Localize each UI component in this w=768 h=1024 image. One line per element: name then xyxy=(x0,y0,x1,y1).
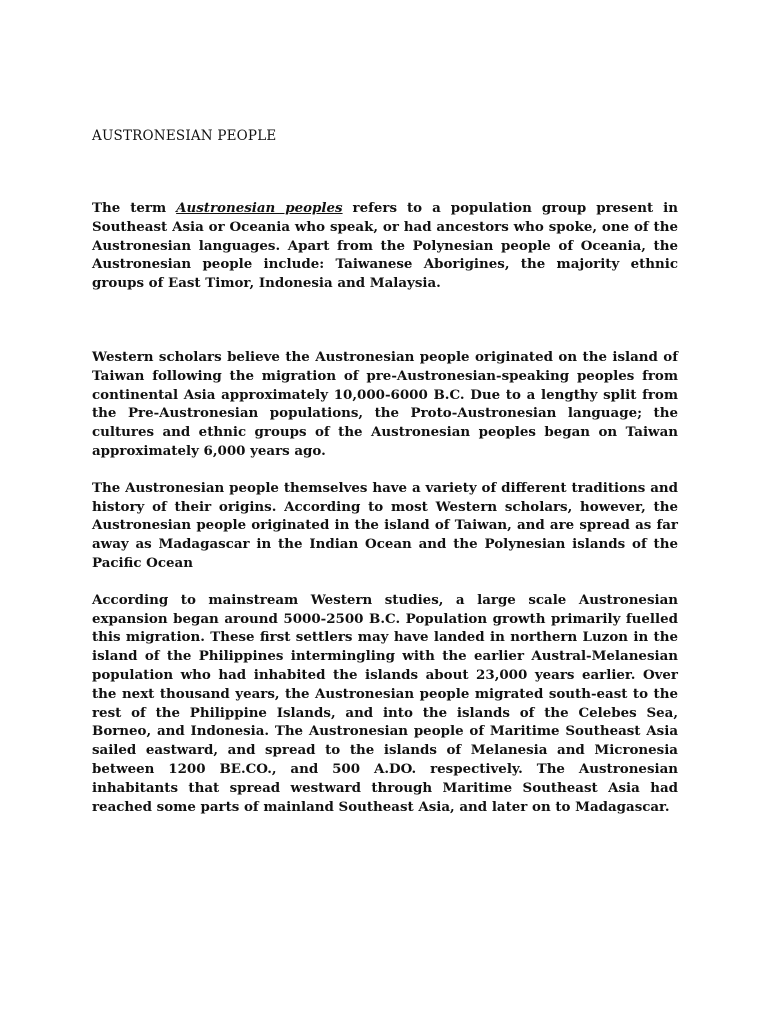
paragraph-taiwan-origin: Western scholars believe the Austronesian people originated on the island of Taiwan following the migration of pre-Austronesian-speaking peoples from continental Asia approximately 10,000-6000 B.C. Due to a lengthy split from the Pre-Austronesian populations, the Proto-Austronesian language; the cultures and ethnic groups of the Austronesian peoples began on Taiwan approximately 6,000 years ago. xyxy=(92,348,678,459)
paragraph-traditions: The Austronesian people themselves have a variety of different traditions and history of their origins. According to most Western scholars, however, the Austronesian people originated in the island of Taiwan, and are spread as far away as Madagascar in the Indian Ocean and the Polynesian islands of the Pacific Ocean xyxy=(92,479,678,571)
document-body xyxy=(92,126,678,816)
paragraph-expansion: According to mainstream Western studies, a large scale Austronesian expansion began around 5000-2500 B.C. Population growth primarily fuelled this migration. These first settlers may have landed in northern Luzon in the island of the Philippines intermingling with the earlier Austral-Melanesian population who had inhabited the islands about 23,000 years earlier. Over the next thousand years, the Austronesian people migrated south-east to the rest of the Philippine Islands, and into the islands of the Celebes Sea, Borneo, and Indonesia. The Austronesian people of Maritime Southeast Asia sailed eastward, and spread to the islands of Melanesia and Micronesia between 1200 BE.CO., and 500 A.DO. respectively. The Austronesian inhabitants that spread westward through Maritime Southeast Asia had reached some parts of mainland Southeast Asia, and later on to Madagascar. xyxy=(92,591,678,815)
paragraph-definition xyxy=(92,199,678,293)
document-title: AUSTRONESIAN PEOPLE xyxy=(92,128,277,144)
austronesian-peoples-link[interactable]: Austronesian peoples xyxy=(176,200,343,216)
paragraph-definition-rest: refers to a population group present in Southeast Asia or Oceania who speak, or had ancestors who spoke, one of the Austronesian languages. Apart from the Polynesian people of Oceania, the Austronesian people include: Taiwanese Aborigines, the majority ethnic groups of East Timor, Indonesia and Malaysia. xyxy=(92,200,678,292)
paragraph-definition-lead: The term xyxy=(92,200,177,216)
